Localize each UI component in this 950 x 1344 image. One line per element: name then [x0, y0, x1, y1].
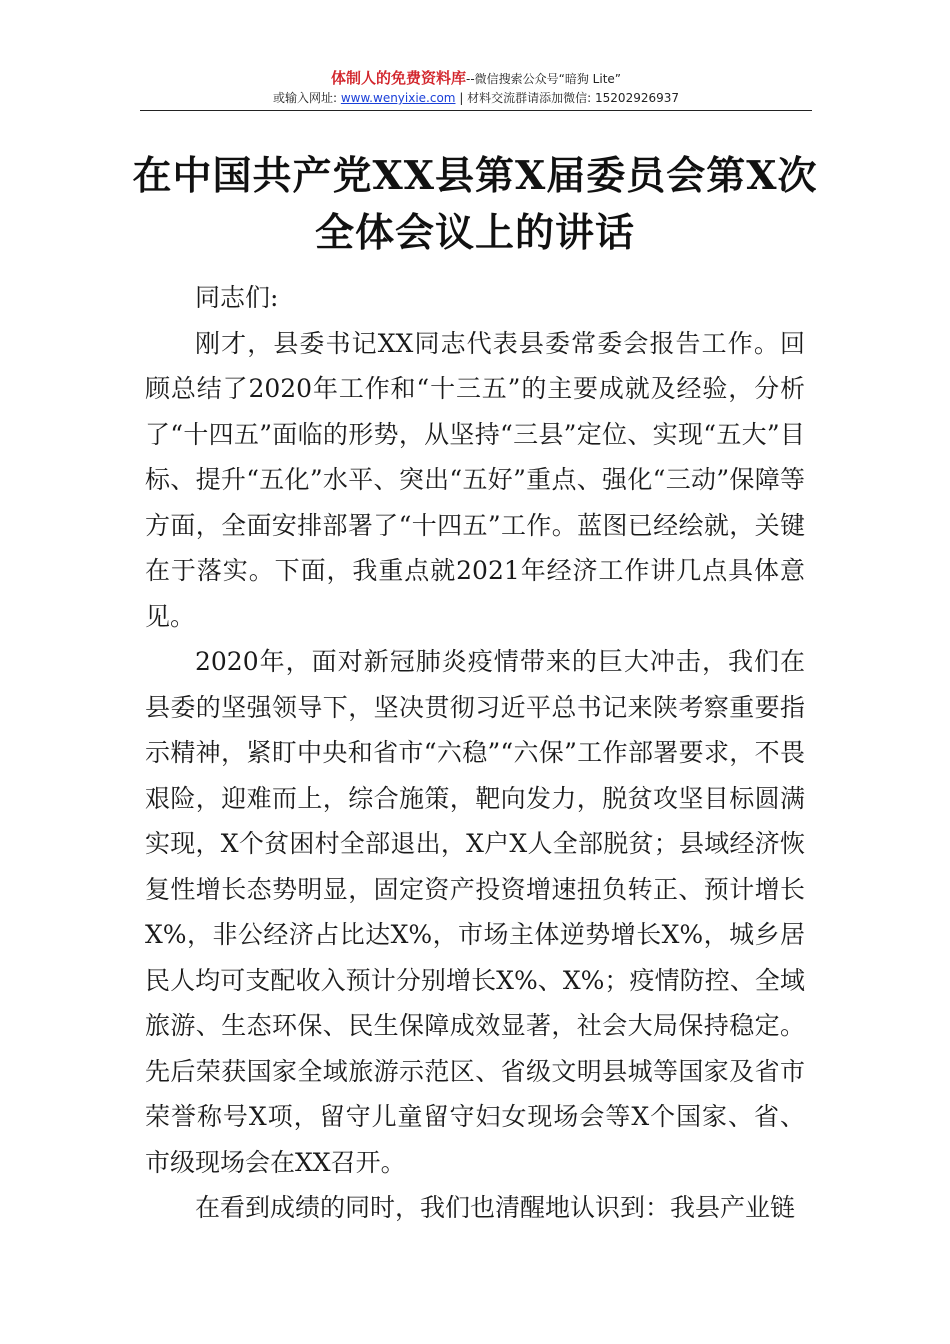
title-line-1: 在中国共产党XX县第X届委员会第X次	[132, 153, 818, 199]
page-header	[140, 68, 812, 107]
title-line-2: 全体会议上的讲话	[314, 210, 635, 256]
site-suffix: | 材料交流群请添加微信: 15202926937	[455, 91, 680, 105]
document-title	[120, 148, 830, 262]
brand-name: 体制人的免费资料库	[330, 69, 466, 87]
paragraph: 刚才，县委书记XX同志代表县委常委会报告工作。回顾总结了2020年工作和“十三五”的主要成就及经验，分析了“十四五”面临的形势，从坚持“三县”定位、实现“五大”目标、提升“五化”水平、突出“五好”重点、强化“三动”保障等方面，全面安排部署了“十四五”工作。蓝图已经绘就，关键在于落实。下面，我重点就2021年经济工作讲几点具体意见。	[145, 328, 805, 631]
brand-line	[140, 68, 812, 89]
site-line	[140, 89, 812, 107]
header-divider	[140, 110, 812, 111]
site-link[interactable]: www.wenyixie.com	[340, 91, 456, 105]
paragraph: 在看到成绩的同时，我们也清醒地认识到：我县产业链	[195, 1193, 796, 1222]
brand-tagline: --微信搜索公众号“暗狗 Lite”	[465, 72, 622, 86]
document-body	[145, 275, 805, 1231]
site-prefix: 或输入网址:	[272, 91, 341, 105]
salutation: 同志们:	[195, 283, 279, 312]
paragraph: 2020年，面对新冠肺炎疫情带来的巨大冲击，我们在县委的坚强领导下，坚决贯彻习近平总书记来陕考察重要指示精神，紧盯中央和省市“六稳”“六保”工作部署要求，不畏艰险，迎难而上，综合施策，靶向发力，脱贫攻坚目标圆满实现，X个贫困村全部退出，X户X人全部脱贫；县域经济恢复性增长态势明显，固定资产投资增速扭负转正、预计增长X%，非公经济占比达X%，市场主体逆势增长X%，城乡居民人均可支配收入预计分别增长X%、X%；疫情防控、全域旅游、生态环保、民生保障成效显著，社会大局保持稳定。先后荣获国家全域旅游示范区、省级文明县城等国家及省市荣誉称号X项，留守儿童留守妇女现场会等X个国家、省、市级现场会在XX召开。	[145, 647, 805, 1177]
